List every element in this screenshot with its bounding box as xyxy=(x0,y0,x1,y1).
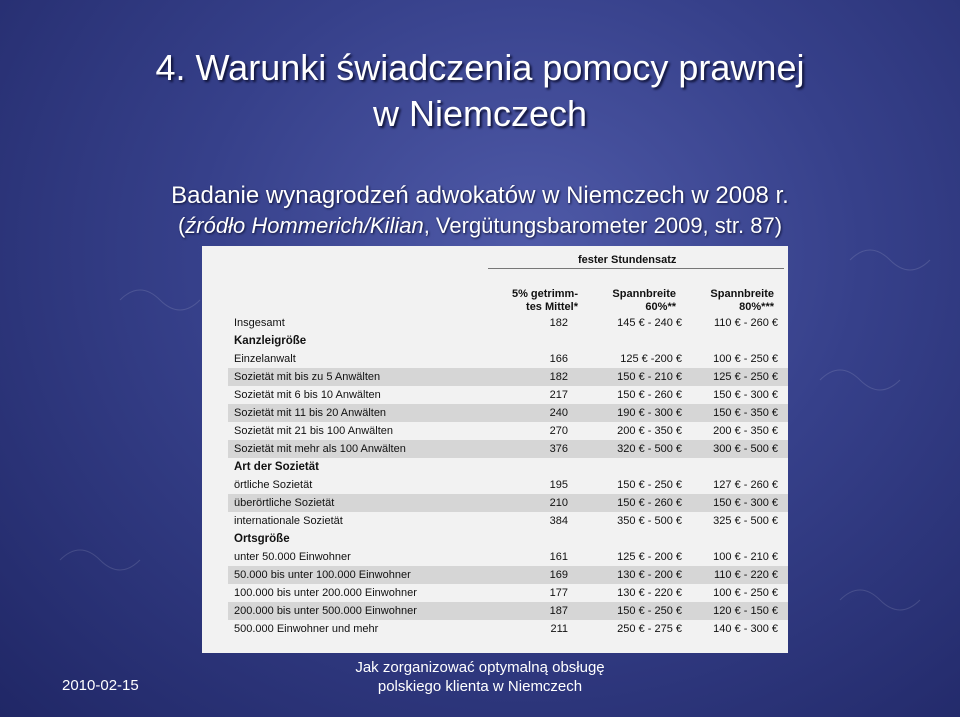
row-range60: 130 € - 200 € xyxy=(617,569,682,581)
header-rule xyxy=(488,268,784,269)
subtitle-source: źródło Hommerich/Kilian xyxy=(185,213,424,238)
row-range80: 150 € - 300 € xyxy=(713,497,778,509)
table-row xyxy=(228,512,788,530)
footer-date: 2010-02-15 xyxy=(62,677,139,694)
slide-title-line1: 4. Warunki świadczenia pomocy prawnej xyxy=(155,47,805,88)
table-section-header xyxy=(228,530,788,548)
table-row xyxy=(228,584,788,602)
row-range80: 140 € - 300 € xyxy=(713,623,778,635)
row-range80: 110 € - 220 € xyxy=(713,569,778,581)
row-range80: 100 € - 250 € xyxy=(713,587,778,599)
row-label: 500.000 Einwohner und mehr xyxy=(234,623,379,635)
table-row xyxy=(228,494,788,512)
row-label: Sozietät mit 11 bis 20 Anwälten xyxy=(234,407,387,419)
row-label: internationale Sozietät xyxy=(234,515,343,527)
table-row xyxy=(228,620,788,638)
row-range60: 150 € - 250 € xyxy=(617,605,682,617)
footer-caption xyxy=(330,658,630,696)
table-row xyxy=(228,368,788,386)
row-range60: 125 € -200 € xyxy=(620,353,682,365)
row-range60: 130 € - 220 € xyxy=(617,587,682,599)
row-label: Sozietät mit mehr als 100 Anwälten xyxy=(234,443,406,455)
column-header-range80-line1: Spannbreite xyxy=(710,288,774,300)
row-mean: 376 xyxy=(549,443,568,455)
table-row xyxy=(228,314,788,332)
table-section-header xyxy=(228,332,788,350)
row-label: Einzelanwalt xyxy=(234,353,296,365)
table-row xyxy=(228,440,788,458)
row-label: Sozietät mit bis zu 5 Anwälten xyxy=(234,371,381,383)
table-top-header: fester Stundensatz xyxy=(578,254,677,266)
row-mean: 182 xyxy=(549,371,568,383)
row-range80: 120 € - 150 € xyxy=(713,605,778,617)
footer-caption-line1: Jak zorganizować optymalną obsługę xyxy=(355,659,605,676)
row-label: Art der Sozietät xyxy=(234,461,319,473)
row-label: 50.000 bis unter 100.000 Einwohner xyxy=(234,569,411,581)
row-mean: 217 xyxy=(549,389,568,401)
table-row xyxy=(228,548,788,566)
column-header-range80-line2: 80%*** xyxy=(739,301,774,313)
row-label: Sozietät mit 21 bis 100 Anwälten xyxy=(234,425,393,437)
row-mean: 210 xyxy=(549,497,568,509)
table-section-header xyxy=(228,458,788,476)
row-mean: 182 xyxy=(549,317,568,329)
row-range60: 320 € - 500 € xyxy=(617,443,682,455)
column-header-mean-line2: tes Mittel* xyxy=(526,301,578,313)
row-range60: 150 € - 260 € xyxy=(617,497,682,509)
row-label: Sozietät mit 6 bis 10 Anwälten xyxy=(234,389,381,401)
subtitle-line1: Badanie wynagrodzeń adwokatów w Niemczech w 2008 r. xyxy=(171,182,789,209)
row-range60: 200 € - 350 € xyxy=(617,425,682,437)
column-header-range60-line2: 60%** xyxy=(645,301,676,313)
row-label: Ortsgröße xyxy=(234,533,290,545)
row-label: Insgesamt xyxy=(234,317,285,329)
column-header-range60-line1: Spannbreite xyxy=(612,288,676,300)
footer-caption-line2: polskiego klienta w Niemczech xyxy=(377,678,583,695)
subtitle-rest: , Vergütungsbarometer 2009, str. 87) xyxy=(423,213,783,238)
slide-title-line2: w Niemczech xyxy=(372,93,588,134)
row-range80: 325 € - 500 € xyxy=(713,515,778,527)
column-header-range60 xyxy=(602,288,676,314)
table-row xyxy=(228,350,788,368)
subtitle-open-paren: ( xyxy=(177,213,186,238)
row-range60: 145 € - 240 € xyxy=(617,317,682,329)
row-label: überörtliche Sozietät xyxy=(234,497,335,509)
row-mean: 187 xyxy=(549,605,568,617)
row-range60: 350 € - 500 € xyxy=(617,515,682,527)
row-label: Kanzleigröße xyxy=(234,335,307,347)
row-label: örtliche Sozietät xyxy=(234,479,313,491)
row-range60: 125 € - 200 € xyxy=(617,551,682,563)
table-row xyxy=(228,566,788,584)
row-range60: 150 € - 260 € xyxy=(617,389,682,401)
row-mean: 384 xyxy=(549,515,568,527)
row-range80: 110 € - 260 € xyxy=(713,317,778,329)
column-header-mean-line1: 5% getrimm- xyxy=(511,288,578,300)
table-row xyxy=(228,602,788,620)
row-label: 100.000 bis unter 200.000 Einwohner xyxy=(234,587,417,599)
row-range60: 190 € - 300 € xyxy=(617,407,682,419)
row-range80: 300 € - 500 € xyxy=(713,443,778,455)
row-mean: 169 xyxy=(549,569,568,581)
scanned-fee-table xyxy=(202,246,788,653)
row-mean: 161 xyxy=(549,551,568,563)
row-range80: 200 € - 350 € xyxy=(713,425,778,437)
row-range80: 100 € - 210 € xyxy=(713,551,778,563)
row-range80: 127 € - 260 € xyxy=(713,479,778,491)
column-header-mean xyxy=(498,288,578,314)
table-row xyxy=(228,422,788,440)
table-row xyxy=(228,476,788,494)
row-label: unter 50.000 Einwohner xyxy=(234,551,351,563)
row-mean: 270 xyxy=(549,425,568,437)
table-row xyxy=(228,386,788,404)
row-mean: 211 xyxy=(550,623,568,635)
row-range80: 150 € - 300 € xyxy=(713,389,778,401)
subtitle-line2 xyxy=(0,212,960,240)
row-range80: 125 € - 250 € xyxy=(713,371,778,383)
row-range80: 150 € - 350 € xyxy=(713,407,778,419)
row-mean: 195 xyxy=(549,479,568,491)
row-label: 200.000 bis unter 500.000 Einwohner xyxy=(234,605,417,617)
row-range80: 100 € - 250 € xyxy=(713,353,778,365)
row-mean: 177 xyxy=(549,587,568,599)
row-range60: 150 € - 210 € xyxy=(617,371,682,383)
row-mean: 240 xyxy=(549,407,568,419)
row-range60: 150 € - 250 € xyxy=(617,479,682,491)
row-mean: 166 xyxy=(549,353,568,365)
row-range60: 250 € - 275 € xyxy=(617,623,682,635)
table-row xyxy=(228,404,788,422)
column-header-range80 xyxy=(698,288,774,314)
